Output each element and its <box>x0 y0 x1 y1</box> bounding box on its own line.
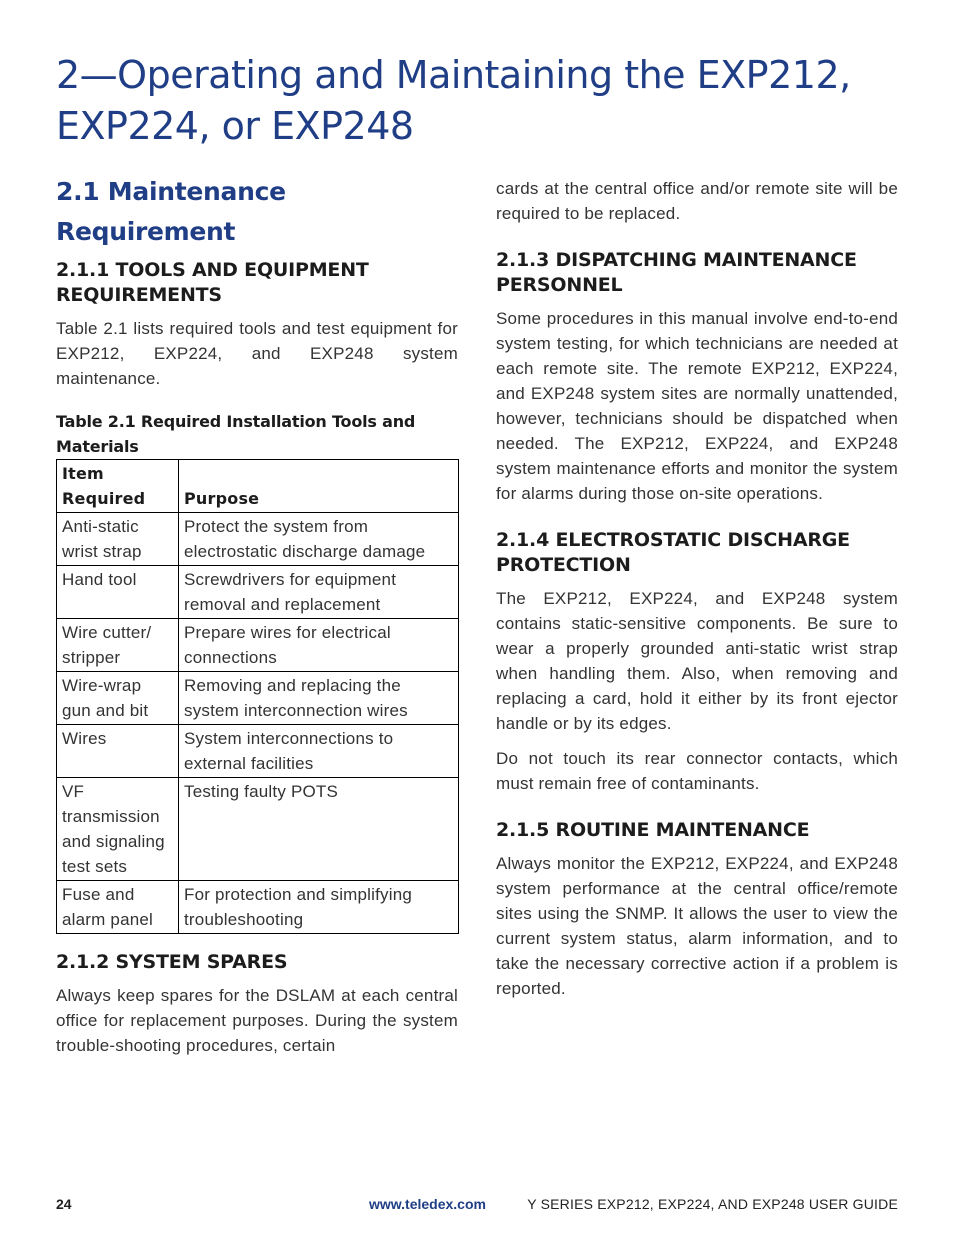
table-row <box>57 725 459 778</box>
tools-table <box>56 459 459 934</box>
spares-text-continued: cards at the central office and/or remote site will be required to be replaced. <box>496 179 898 223</box>
row-purpose: For protection and simplifying troubleshooting <box>179 881 459 934</box>
tools-intro: Table 2.1 lists required tools and test equipment for EXP212, EXP224, and EXP248 system maintenance. <box>56 319 458 388</box>
esd-heading: 2.1.4 ELECTROSTATIC DISCHARGE PROTECTION <box>496 529 850 576</box>
guide-title: Y SERIES EXP212, EXP224, AND EXP248 USER GUIDE <box>527 1196 898 1212</box>
row-purpose: Prepare wires for electrical connections <box>179 619 459 672</box>
row-item: Anti-static wrist strap <box>57 513 179 566</box>
row-purpose: Testing faulty POTS <box>179 778 459 881</box>
table-row <box>57 881 459 934</box>
row-purpose: Protect the system from electrostatic discharge damage <box>179 513 459 566</box>
website-link[interactable]: www.teledex.com <box>369 1196 486 1212</box>
row-item: Wires <box>57 725 179 778</box>
table-caption: Table 2.1 Required Installation Tools and Materials <box>56 412 416 456</box>
row-purpose: System interconnections to external facilities <box>179 725 459 778</box>
dispatching-text: Some procedures in this manual involve end-to-end system testing, for which technicians are needed at each remote site. The remote EXP212, EXP224, and EXP248 system sites are normally unattended, however, technicians should be dispatched when needed. The EXP212, EXP224, and EXP248 system maintenance efforts and monitor the system for alarms during those on-site operations. <box>496 309 898 503</box>
table-row <box>57 619 459 672</box>
chapter-title: 2—Operating and Maintaining the EXP212, EXP224, or EXP248 <box>56 53 851 148</box>
table-row <box>57 672 459 725</box>
esd-text-2: Do not touch its rear connector contacts, which must remain free of contaminants. <box>496 749 898 793</box>
row-item: Wire cutter/ stripper <box>57 619 179 672</box>
header-item: Item Required <box>57 460 179 513</box>
table-row <box>57 778 459 881</box>
row-purpose: Removing and replacing the system interconnection wires <box>179 672 459 725</box>
left-column <box>56 172 458 1068</box>
spares-heading: 2.1.2 SYSTEM SPARES <box>56 951 288 973</box>
row-item: VF transmission and signaling test sets <box>57 778 179 881</box>
row-item: Fuse and alarm panel <box>57 881 179 934</box>
right-column <box>496 176 898 1011</box>
table-row <box>57 513 459 566</box>
table-row <box>57 566 459 619</box>
row-item: Wire-wrap gun and bit <box>57 672 179 725</box>
section-title: 2.1 Maintenance Requirement <box>56 177 286 246</box>
spares-text: Always keep spares for the DSLAM at each central office for replacement purposes. During the system trouble-shooting procedures, certain <box>56 986 458 1055</box>
esd-text: The EXP212, EXP224, and EXP248 system contains static-sensitive components. Be sure to wear a properly grounded anti-static wrist strap when handling them. Also, when removing and replacing a card, hold it either by its front ejector handle or by its edges. <box>496 589 898 733</box>
table-header-row <box>57 460 459 513</box>
tools-heading: 2.1.1 TOOLS AND EQUIPMENT REQUIREMENTS <box>56 259 369 306</box>
row-item: Hand tool <box>57 566 179 619</box>
page-footer <box>56 1194 898 1214</box>
header-purpose: Purpose <box>179 460 459 513</box>
dispatching-heading: 2.1.3 DISPATCHING MAINTENANCE PERSONNEL <box>496 249 857 296</box>
row-purpose: Screwdrivers for equipment removal and replacement <box>179 566 459 619</box>
page-number: 24 <box>56 1196 72 1212</box>
routine-heading: 2.1.5 ROUTINE MAINTENANCE <box>496 819 810 841</box>
routine-text: Always monitor the EXP212, EXP224, and EXP248 system performance at the central office/remote sites using the SNMP. It allows the user to view the current system status, alarm information, and to take the necessary corrective action if a problem is reported. <box>496 854 898 998</box>
